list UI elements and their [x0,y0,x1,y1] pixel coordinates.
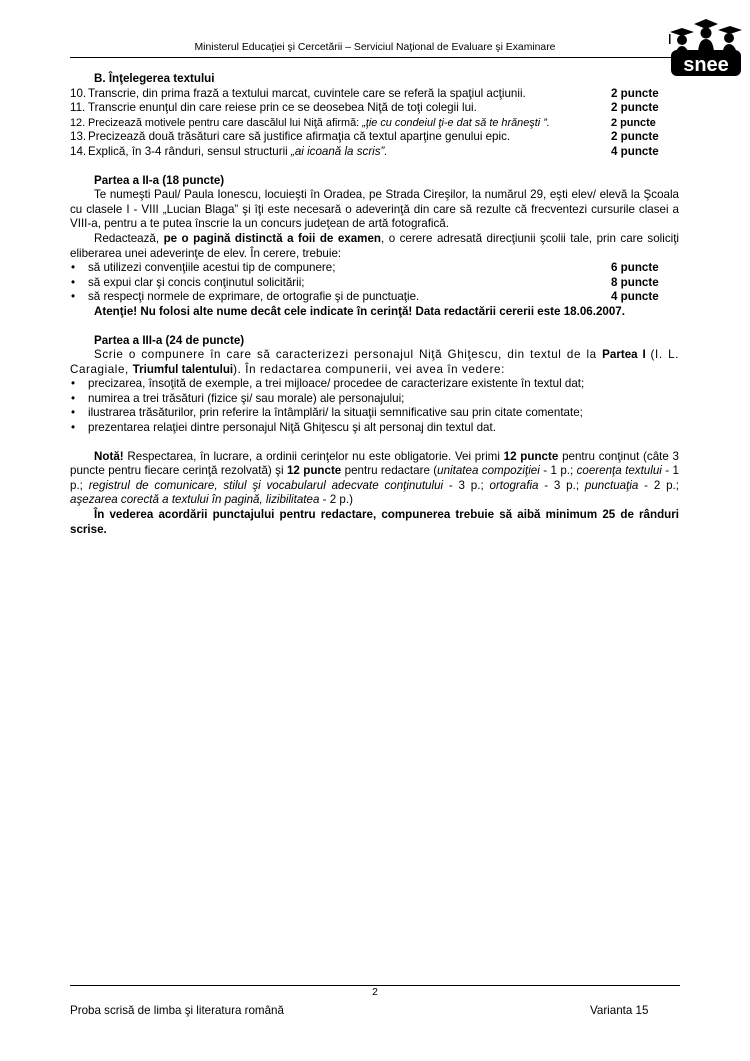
bullet-icon: • [71,421,76,435]
section-b-heading: B. Înţelegerea textului [94,72,215,85]
bullet-text: să utilizezi convenţiile acestui tip de compunere; [88,261,336,275]
bullet-points: 4 puncte [611,290,659,304]
bullet-icon: • [71,275,76,289]
bullet-icon: • [71,261,76,275]
bullet-icon: • [71,406,76,420]
question-number: 13. [70,130,87,144]
main-content [70,72,679,537]
bullet-text: numirea a trei trăsături (fizice şi/ sau morale) ale personajului; [88,391,405,405]
part2-instr-text: , o cerere adresată direcţiunii şcolii tale, prin care soliciţi eliberarea unei adeverinţe de elev. În cerere, trebuie: [70,231,679,260]
part3-intro-bold: Triumful talentului [132,362,234,376]
part2-bullet [70,261,679,276]
note-italic: unitatea compoziţiei [437,464,540,478]
note-label: Notă! [94,449,124,463]
part3-bullet [70,392,679,407]
note-italic: registrul de comunicare, stilul şi vocabularul adecvate conţinutului [88,478,444,492]
note-text: - 3 p.; [538,478,585,492]
question-text: Precizează motivele pentru care dascălul lui Niţă afirmă: [88,116,363,129]
footer-variant: Varianta 15 [590,1004,649,1017]
question-points: 2 puncte [611,130,659,144]
bullet-text: să respecţi normele de exprimare, de ortografie şi de punctuaţie. [88,290,420,304]
bullet-icon: • [71,377,76,391]
note-text: - 2 p.) [319,493,353,507]
note-bold: 12 puncte [503,449,559,463]
note-italic: aşezarea corectă a textului în pagină, lizibilitatea [70,493,320,507]
note-italic: coerenţa textului [576,464,662,478]
note-text: - 2 p.; [638,478,679,492]
footer-exam-title: Proba scrisă de limba şi literatura română [70,1004,284,1017]
part2-attention: Atenţie! Nu folosi alte nume decât cele indicate în cerinţă! Data redactării cererii este 18.06.2007. [94,304,625,318]
note-italic: ortografia [489,478,539,492]
bullet-text: prezentarea relaţiei dintre personajul Niţă Ghiţescu şi alt personaj din textul dat. [88,421,496,435]
part3-intro [70,348,679,377]
note-text: Respectarea, în lucrare, a ordinii cerinţelor nu este obligatorie. Vei primi [123,449,504,463]
note-bold: 12 puncte [286,464,342,478]
bullet-text: să expui clar şi concis conţinutul solicitării; [88,275,305,289]
part3-intro-text: Scrie o compunere în care să caracterizezi personajul Niţă Ghiţescu, din textul de la [94,348,603,362]
question-14 [70,145,679,160]
question-quote: „ai icoană la scris”. [290,144,388,158]
question-text: Explică, în 3-4 rânduri, sensul structurii [88,144,291,158]
question-number: 11. [70,101,86,115]
bullet-points: 6 puncte [611,261,659,275]
question-points: 4 puncte [611,144,659,158]
question-number: 14. [70,144,87,158]
part2-instr-bold: pe o pagină distinctă a foii de examen [163,231,382,245]
bullet-points: 8 puncte [611,275,659,289]
question-text: Transcrie, din prima frază a textului marcat, cuvintele care se referă la spaţiul acţiunii. [88,86,526,100]
bullet-text: precizarea, însoţită de exemple, a trei mijloace/ procedee de caracterizare existente în textul dat; [88,377,585,391]
question-11 [70,101,679,116]
question-text: Transcrie enunţul din care reiese prin ce se deosebea Niţă de toţi colegii lui. [88,101,477,115]
note-text: pentru conţinut (câte 3 puncte pentru fiecare cerinţă rezolvată) şi [70,449,680,478]
part3-bullet [70,406,679,421]
question-12 [70,116,679,131]
part3-intro-text: ). În redactarea compunerii, vei avea în vedere: [233,362,505,376]
part2-instr-text: Redactează, [94,231,164,245]
question-points: 2 puncte [611,116,656,129]
question-quote: „ţie cu condeiul ţi-e dat să te hrăneşti ”. [362,116,550,129]
note-italic: punctuaţia [584,478,639,492]
note-text: - 3 p.; [443,478,490,492]
question-number: 12. [70,116,86,129]
part2-paragraph: Te numeşti Paul/ Paula Ionescu, locuieşti în Oradea, pe Strada Cireşilor, la numărul 29, eşti elev/ elevă la Şcoala cu clasele I - VIII „Lucian Blaga” şi îţi este necesară o adeverinţă din care să rezulte că frecventezi cursurile clasei a VIII-a, pentru a te putea înscrie la un concurs judeţean de artă fotografică. [70,188,679,231]
note-text: - 1 p.; [539,464,577,478]
part2-bullet [70,290,679,305]
question-13 [70,130,679,145]
note-text: - 1 p.; [70,464,679,492]
note-paragraph [70,450,679,508]
question-text: Precizează două trăsături care să justifice afirmaţia că textul aparţine genului epic. [88,130,511,144]
question-10 [70,87,679,102]
question-points: 2 puncte [611,86,659,100]
snee-logo [668,16,742,78]
part2-instructions [70,232,679,261]
part3-heading: Partea a III-a (24 de puncte) [94,333,245,347]
part2-bullet [70,276,679,291]
note-final: În vederea acordării punctajului pentru redactare, compunerea trebuie să aibă minimum 25 de rânduri scrise. [70,508,679,536]
question-number: 10. [70,86,87,100]
page-number: 2 [372,987,378,998]
question-points: 2 puncte [611,101,659,115]
bullet-icon: • [71,391,76,405]
part3-intro-bold: Partea I [602,348,646,362]
part3-intro-text: (I. L. Caragiale, [70,348,679,376]
header-title: Ministerul Educaţiei şi Cercetării – Serviciul Naţional de Evaluare şi Examinare [194,42,556,53]
page-header [70,40,680,58]
part3-bullet [70,421,679,436]
note-text: pentru redactare ( [341,464,438,478]
logo-text: snee [683,54,729,76]
part3-bullet [70,377,679,392]
bullet-icon: • [71,290,76,304]
bullet-text: ilustrarea trăsăturilor, prin referire la întâmplări/ la situaţii semnificative sau prin citate comentate; [88,406,583,420]
part2-heading: Partea a II-a (18 puncte) [94,173,225,187]
